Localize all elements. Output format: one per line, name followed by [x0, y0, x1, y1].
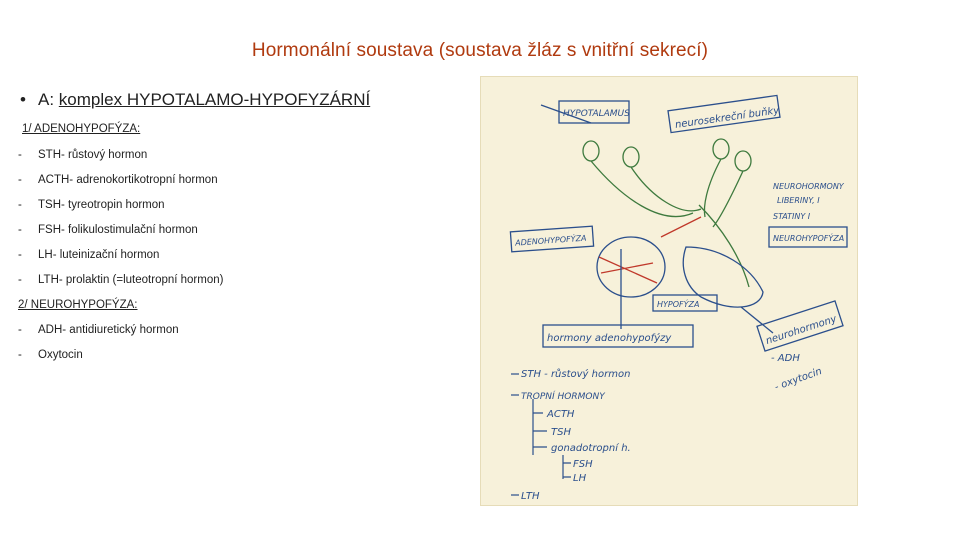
list-item: - ADH- antidiuretický hormon — [18, 324, 179, 336]
section-adenohypofyza: 1/ ADENOHYPOFÝZA: — [22, 123, 141, 135]
heading-underlined: komplex HYPOTALAMO-HYPOFYZÁRNÍ — [58, 90, 371, 109]
list-item: - STH- růstový hormon — [18, 149, 148, 161]
label-adenohypofyza: ADENOHYPOFÝZA — [514, 233, 587, 248]
label-tsh: TSH — [551, 427, 571, 438]
label-tropic: TROPNÍ HORMONY — [521, 392, 605, 402]
bullet: • — [20, 90, 26, 109]
heading-prefix: A: — [38, 90, 59, 109]
label-neurohormones: NEUROHORMONY — [773, 182, 844, 191]
label-lth: LTH — [521, 491, 540, 502]
label-liberins: LIBERINY, I — [777, 196, 820, 205]
list-item: - FSH- folikulostimulační hormon — [18, 224, 198, 236]
label-sth: STH - růstový hormon — [521, 369, 631, 380]
hand-drawn-diagram — [480, 76, 858, 506]
label-fsh: FSH — [573, 459, 593, 470]
list-item: - Oxytocin — [18, 349, 83, 361]
list-item: - LTH- prolaktin (=luteotropní hormon) — [18, 274, 224, 286]
list-item: - ACTH- adrenokortikotropní hormon — [18, 174, 218, 186]
slide-title: Hormonální soustava (soustava žláz s vnitřní sekrecí) — [251, 40, 709, 61]
label-hypofyza: HYPOFÝZA — [657, 300, 700, 309]
section-neurohypofyza: 2/ NEUROHYPOFÝZA: — [18, 299, 138, 311]
label-oxytocin: - oxytocin — [773, 365, 824, 394]
label-neuro-hormones: neurohormony — [764, 313, 839, 347]
label-lh: LH — [573, 473, 587, 484]
label-neurosecretory: neurosekreční buňky — [674, 105, 780, 131]
label-acth: ACTH — [547, 409, 575, 420]
label-adeno-hormones: hormony adenohypofýzy — [547, 333, 672, 344]
label-statins: STATINY I — [773, 212, 811, 221]
list-item: - LH- luteinizační hormon — [18, 249, 160, 261]
label-neurohypofyza: NEUROHYPOFÝZA — [773, 234, 845, 243]
label-hypotalamus: HYPOTALAMUS — [563, 109, 630, 119]
list-item: - TSH- tyreotropin hormon — [18, 199, 165, 211]
label-gonado: gonadotropní h. — [551, 443, 631, 454]
section-heading — [20, 90, 370, 110]
label-adh: - ADH — [771, 353, 800, 364]
diagram-svg — [481, 77, 857, 505]
